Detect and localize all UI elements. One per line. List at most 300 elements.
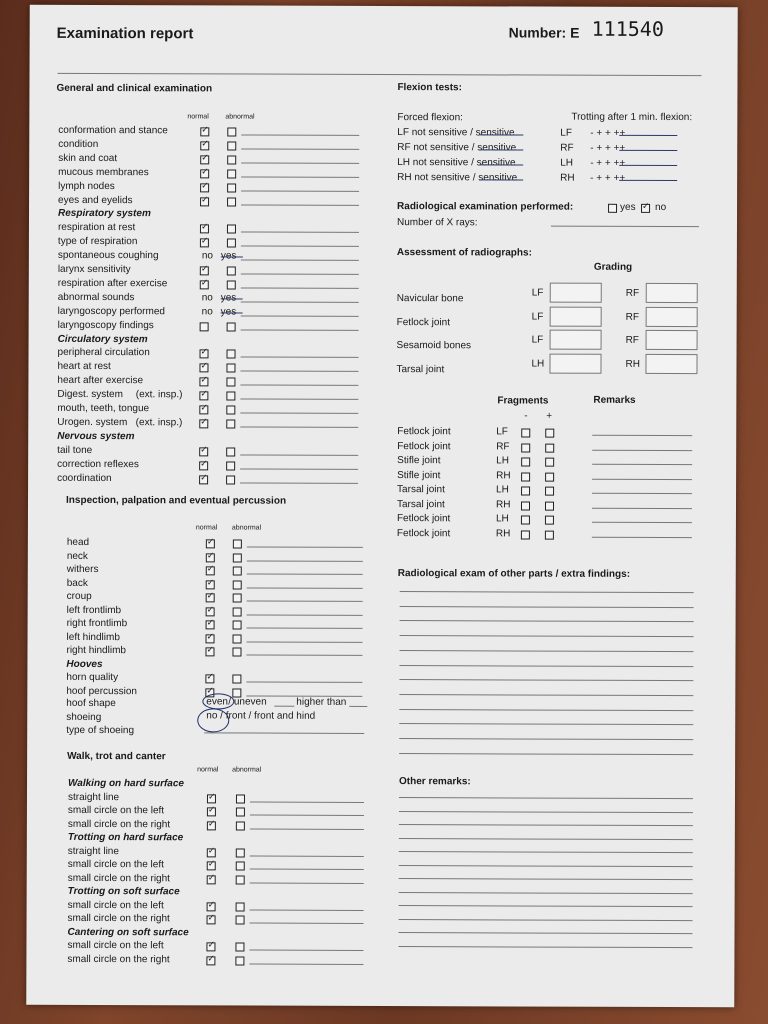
- abnormal-checkbox[interactable]: [236, 848, 245, 857]
- extra-findings-line: [400, 591, 694, 593]
- abnormal-checkbox[interactable]: [236, 807, 245, 816]
- flexion-row-text: RF not sensitive / sensitive: [397, 142, 517, 154]
- fragment-remarks-line: [592, 507, 692, 508]
- extra-findings-line: [400, 620, 694, 622]
- inspection-item-label: Hooves: [66, 658, 103, 670]
- normal-checkbox[interactable]: [206, 593, 215, 602]
- inspection-item-label: withers: [66, 563, 99, 576]
- abnormal-checkbox[interactable]: [236, 794, 245, 803]
- fragment-minus-checkbox[interactable]: [521, 443, 530, 452]
- normal-checkbox[interactable]: [199, 419, 208, 428]
- other-remarks-line: [399, 892, 693, 894]
- inspection-item-label: neck: [66, 550, 88, 562]
- walk-item-label: small circle on the right: [67, 912, 170, 925]
- abnormal-checkbox[interactable]: [233, 553, 242, 562]
- abnormal-checkbox[interactable]: [232, 647, 241, 656]
- flexion-scale: - + + ++: [590, 172, 626, 184]
- item-answer-line: [241, 176, 359, 177]
- inspection-item-label: horn quality: [66, 671, 119, 684]
- normal-checkbox[interactable]: [207, 794, 216, 803]
- normal-checkbox[interactable]: [199, 391, 208, 400]
- inspection-item-label: right frontlimb: [66, 617, 128, 630]
- general-item-label: larynx sensitivity: [57, 263, 131, 276]
- item-answer-line: [247, 587, 363, 588]
- normal-checkbox[interactable]: [200, 155, 209, 164]
- walk-item-label: Trotting on hard surface: [67, 831, 184, 844]
- normal-checkbox[interactable]: [200, 127, 209, 136]
- abnormal-checkbox[interactable]: [236, 915, 245, 924]
- fragment-joint-label: Fetlock joint: [397, 426, 451, 438]
- fragment-leg-label: RH: [495, 498, 511, 510]
- abnormal-checkbox[interactable]: [233, 580, 242, 589]
- item-answer-line: [250, 869, 364, 870]
- abnormal-checkbox[interactable]: [233, 607, 242, 616]
- report-number-value: 111540: [591, 16, 664, 41]
- item-answer-line: [240, 371, 358, 372]
- fragment-remarks-line: [592, 493, 692, 494]
- item-answer-line: [250, 882, 364, 883]
- item-answer-line: [240, 468, 358, 469]
- abnormal-checkbox[interactable]: [226, 392, 235, 401]
- general-item-label: skin and coat: [58, 152, 118, 164]
- fragment-remarks-line: [592, 449, 692, 450]
- flexion-scale: - + + ++: [590, 127, 626, 139]
- general-item-label: tail tone: [57, 444, 93, 456]
- fragments-minus-label: -: [524, 410, 528, 422]
- normal-checkbox[interactable]: [207, 875, 216, 884]
- examination-report-sheet: [26, 5, 737, 1007]
- inspection-item-label: right hindlimb: [66, 644, 126, 657]
- general-heading: General and clinical examination: [56, 82, 213, 95]
- flexion-result-stroke: [619, 180, 677, 181]
- general-item-label: laryngoscopy findings: [57, 319, 154, 331]
- grading-left-leg-label: LF: [531, 311, 544, 323]
- walk-item-label: small circle on the right: [67, 872, 170, 884]
- normal-checkbox[interactable]: [200, 141, 209, 150]
- normal-checkbox[interactable]: [200, 322, 209, 331]
- abnormal-checkbox[interactable]: [235, 942, 244, 951]
- fragment-plus-checkbox[interactable]: [545, 487, 554, 496]
- other-remarks-line: [399, 811, 693, 813]
- fragment-leg-label: RH: [495, 527, 511, 539]
- item-answer-line: [247, 628, 363, 629]
- inspection-item-label: hoof percussion: [66, 685, 137, 697]
- walk-item-label: straight line: [67, 845, 119, 857]
- pen-circle-even: [202, 693, 234, 709]
- fragment-leg-label: RH: [496, 469, 511, 481]
- flexion-leg-label: LF: [560, 127, 572, 139]
- fragment-minus-checkbox[interactable]: [521, 428, 530, 437]
- shoeing-label: shoeing: [66, 711, 102, 724]
- fragment-plus-checkbox[interactable]: [545, 530, 554, 539]
- item-answer-line: [247, 574, 363, 575]
- extra-findings-line: [400, 606, 694, 608]
- normal-checkbox[interactable]: [205, 674, 214, 683]
- normal-checkbox[interactable]: [200, 183, 209, 192]
- fragment-remarks-line: [592, 464, 692, 465]
- type-of-shoeing-label: type of shoeing: [66, 724, 135, 737]
- abnormal-checkbox[interactable]: [236, 902, 245, 911]
- extra-findings-line: [399, 679, 693, 681]
- abnormal-checkbox[interactable]: [233, 539, 242, 548]
- normal-checkbox[interactable]: [207, 848, 216, 857]
- extra-findings-line: [399, 753, 693, 755]
- grading-right-box[interactable]: [646, 283, 698, 303]
- abnormal-checkbox[interactable]: [226, 378, 235, 387]
- item-answer-line: [247, 560, 363, 561]
- normal-checkbox[interactable]: [199, 378, 208, 387]
- normal-checkbox[interactable]: [200, 239, 209, 248]
- general-item-label: eyes and eyelids: [58, 194, 133, 206]
- walk-heading: Walk, trot and canter: [67, 750, 166, 763]
- extra-findings-line: [399, 709, 693, 711]
- fragment-leg-label: LH: [496, 484, 509, 496]
- fragments-heading: Fragments: [497, 395, 549, 407]
- fragment-leg-label: LF: [496, 426, 508, 438]
- normal-checkbox[interactable]: [206, 607, 215, 616]
- normal-checkbox[interactable]: [199, 405, 208, 414]
- flexion-result-stroke: [619, 135, 677, 136]
- fragment-plus-checkbox[interactable]: [545, 516, 554, 525]
- general-item-label: abnormal sounds: [57, 291, 135, 303]
- extra-findings-line: [399, 665, 693, 667]
- hoof-uneven-option: / uneven: [228, 696, 267, 708]
- yes-option: yes: [220, 250, 237, 262]
- fragment-leg-label: LH: [495, 513, 509, 525]
- abnormal-checkbox[interactable]: [233, 634, 242, 643]
- fragment-plus-checkbox[interactable]: [545, 429, 554, 438]
- general-item-label: respiration after exercise: [57, 277, 168, 290]
- item-answer-line: [241, 204, 359, 205]
- hoof-blank-line: [274, 706, 294, 707]
- item-answer-line: [240, 454, 358, 455]
- grading-left-leg-label: LF: [531, 287, 544, 299]
- general-item-label: coordination: [57, 472, 112, 484]
- walk-item-label: small circle on the right: [67, 818, 171, 830]
- strike-yes: [221, 257, 243, 258]
- normal-checkbox[interactable]: [207, 807, 216, 816]
- item-answer-line: [249, 950, 363, 951]
- item-answer-line: [241, 260, 359, 261]
- general-item-label: Urogen. system: [57, 416, 128, 429]
- fragment-remarks-line: [592, 522, 692, 523]
- abnormal-checkbox[interactable]: [227, 127, 236, 136]
- flexion-row-text: LF not sensitive / sensitive: [397, 127, 515, 139]
- col-abnormal-label: abnormal: [231, 524, 262, 532]
- item-answer-line: [240, 399, 358, 400]
- fragment-joint-label: Stifle joint: [397, 455, 441, 467]
- normal-checkbox[interactable]: [207, 902, 216, 911]
- normal-checkbox[interactable]: [206, 620, 215, 629]
- abnormal-checkbox[interactable]: [227, 155, 236, 164]
- no-option: no: [201, 250, 214, 262]
- general-item-label: condition: [58, 138, 99, 150]
- item-answer-line: [250, 923, 364, 924]
- radiological-no-label: no: [655, 201, 667, 213]
- fragment-minus-checkbox[interactable]: [521, 472, 530, 481]
- abnormal-checkbox[interactable]: [227, 280, 236, 289]
- fragment-plus-checkbox[interactable]: [545, 458, 554, 467]
- item-answer-line: [241, 162, 359, 163]
- normal-checkbox[interactable]: [207, 915, 216, 924]
- abnormal-checkbox[interactable]: [227, 183, 236, 192]
- abnormal-checkbox[interactable]: [235, 956, 244, 965]
- strike-yes: [221, 312, 243, 313]
- abnormal-checkbox[interactable]: [227, 225, 236, 234]
- fragment-minus-checkbox[interactable]: [521, 501, 530, 510]
- item-answer-line: [241, 357, 359, 358]
- fragment-joint-label: Fetlock joint: [396, 513, 451, 525]
- fragment-plus-checkbox[interactable]: [545, 472, 554, 481]
- abnormal-checkbox[interactable]: [227, 239, 236, 248]
- abnormal-checkbox[interactable]: [233, 593, 242, 602]
- fragment-joint-label: Tarsal joint: [397, 484, 445, 496]
- fragment-plus-checkbox[interactable]: [545, 443, 554, 452]
- flexion-row-text: RH not sensitive / sensitive: [397, 172, 518, 184]
- normal-checkbox[interactable]: [200, 266, 209, 275]
- other-remarks-line: [399, 865, 693, 867]
- other-parts-heading: Radiological exam of other parts / extra findings:: [397, 568, 631, 580]
- item-answer-line: [241, 190, 359, 191]
- normal-checkbox[interactable]: [205, 647, 214, 656]
- number-of-xrays-label: Number of X rays:: [396, 217, 478, 229]
- other-remarks-line: [399, 919, 693, 921]
- item-answer-line: [240, 385, 358, 386]
- walk-item-label: straight line: [67, 791, 120, 803]
- abnormal-checkbox[interactable]: [227, 322, 236, 331]
- grading-label: Grading: [593, 261, 633, 273]
- fragment-remarks-line: [592, 435, 692, 436]
- grading-right-box[interactable]: [645, 354, 697, 374]
- other-remarks-line: [399, 878, 693, 880]
- item-answer-line: [250, 909, 364, 910]
- shoeing-options: no / front / front and hind: [206, 710, 316, 722]
- grading-right-leg-label: RF: [625, 334, 639, 346]
- general-item-label: Respiratory system: [57, 208, 151, 220]
- abnormal-checkbox[interactable]: [236, 861, 245, 870]
- col-normal-label: normal: [187, 113, 209, 121]
- flexion-heading: Flexion tests:: [397, 82, 462, 94]
- col-abnormal-label: abnormal: [225, 113, 255, 121]
- abnormal-checkbox[interactable]: [227, 169, 236, 178]
- general-item-label: mouth, teeth, tongue: [57, 402, 150, 415]
- strike-sensitive: [479, 164, 523, 165]
- inspection-item-label: back: [66, 577, 88, 589]
- item-answer-line: [247, 614, 363, 615]
- abnormal-checkbox[interactable]: [233, 620, 242, 629]
- grading-left-box[interactable]: [550, 283, 602, 303]
- abnormal-checkbox[interactable]: [226, 419, 235, 428]
- normal-checkbox[interactable]: [199, 364, 208, 373]
- general-item-label: heart after exercise: [57, 375, 144, 387]
- other-remarks-line: [399, 851, 693, 853]
- abnormal-checkbox[interactable]: [226, 364, 235, 373]
- item-answer-line: [241, 329, 359, 330]
- general-item-label: type of respiration: [57, 236, 138, 248]
- item-answer-line: [250, 855, 364, 856]
- type-of-shoeing-line: [204, 732, 364, 734]
- grading-left-box[interactable]: [550, 330, 602, 350]
- strike-yes: [221, 298, 243, 299]
- extra-findings-line: [400, 635, 694, 637]
- grading-right-leg-label: RF: [625, 311, 640, 323]
- no-option: no: [201, 306, 213, 318]
- general-item-label: mucous membranes: [58, 166, 149, 178]
- general-item-label: heart at rest: [57, 361, 111, 373]
- grading-left-box[interactable]: [549, 354, 601, 374]
- radiological-yes-label: yes: [620, 201, 636, 213]
- col-normal-label: normal: [197, 766, 219, 774]
- inspection-item-label: left hindlimb: [66, 631, 120, 643]
- item-answer-line: [247, 641, 363, 642]
- normal-checkbox[interactable]: [200, 280, 209, 289]
- grading-right-leg-label: RH: [625, 358, 640, 370]
- item-answer-line: [241, 287, 359, 288]
- normal-checkbox[interactable]: [200, 197, 209, 206]
- abnormal-checkbox[interactable]: [227, 350, 236, 359]
- fragment-remarks-line: [592, 536, 692, 537]
- item-answer-line: [240, 482, 358, 483]
- grading-left-leg-label: LH: [531, 358, 545, 370]
- grading-right-box[interactable]: [646, 307, 698, 327]
- normal-checkbox[interactable]: [200, 350, 209, 359]
- walk-item-label: Cantering on soft surface: [67, 926, 189, 938]
- other-remarks-line: [398, 946, 692, 948]
- no-option: no: [201, 292, 213, 304]
- abnormal-checkbox[interactable]: [226, 447, 235, 456]
- strike-sensitive: [479, 134, 523, 135]
- normal-checkbox[interactable]: [206, 580, 215, 589]
- item-answer-line: [250, 815, 364, 816]
- item-answer-line: [241, 135, 359, 136]
- other-remarks-line: [399, 838, 693, 840]
- inspection-item-label: head: [66, 536, 90, 548]
- walk-item-label: Trotting on soft surface: [67, 885, 180, 898]
- number-of-xrays-line: [551, 226, 699, 228]
- flexion-leg-label: RF: [560, 142, 574, 154]
- normal-checkbox[interactable]: [199, 475, 208, 484]
- other-remarks-line: [399, 824, 693, 826]
- walk-item-label: Walking on hard surface: [68, 777, 185, 790]
- inspection-item-label: croup: [66, 590, 92, 602]
- item-answer-line: [241, 232, 359, 233]
- grading-left-leg-label: LF: [531, 334, 544, 346]
- abnormal-checkbox[interactable]: [236, 821, 245, 830]
- radiological-no-checkbox[interactable]: [641, 204, 650, 213]
- walk-item-label: small circle on the left: [67, 858, 164, 871]
- abnormal-checkbox[interactable]: [233, 566, 242, 575]
- fragment-joint-label: Tarsal joint: [396, 498, 445, 510]
- normal-checkbox[interactable]: [200, 169, 209, 178]
- normal-checkbox[interactable]: [207, 861, 216, 870]
- fragment-minus-checkbox[interactable]: [521, 486, 530, 495]
- normal-checkbox[interactable]: [206, 539, 215, 548]
- general-item-label: Nervous system: [57, 430, 135, 442]
- item-answer-line: [241, 148, 359, 149]
- abnormal-checkbox[interactable]: [236, 875, 245, 884]
- assessment-row-label: Sesamoid bones: [396, 340, 472, 352]
- abnormal-checkbox[interactable]: [227, 266, 236, 275]
- grading-left-box[interactable]: [550, 307, 602, 327]
- col-normal-label: normal: [195, 524, 218, 532]
- assessment-row-label: Tarsal joint: [396, 364, 445, 376]
- flexion-result-stroke: [619, 150, 677, 151]
- normal-checkbox[interactable]: [199, 461, 208, 470]
- hoof-even-option: even: [206, 696, 229, 708]
- fragment-minus-checkbox[interactable]: [521, 530, 530, 539]
- item-answer-line: [240, 426, 358, 427]
- item-answer-line: [241, 301, 359, 302]
- walk-item-label: small circle on the left: [67, 804, 165, 817]
- item-answer-line: [241, 315, 359, 316]
- walk-item-label: small circle on the left: [67, 939, 164, 952]
- item-answer-line: [249, 963, 363, 964]
- abnormal-checkbox[interactable]: [232, 674, 241, 683]
- other-remarks-line: [399, 905, 693, 907]
- fragment-leg-label: RF: [496, 440, 510, 452]
- grading-right-box[interactable]: [646, 330, 698, 350]
- extra-findings-line: [399, 723, 693, 725]
- radiological-yes-checkbox[interactable]: [608, 204, 617, 213]
- radiological-performed-label: Radiological examination performed:: [397, 201, 574, 213]
- assessment-row-label: Navicular bone: [396, 293, 464, 305]
- walk-item-label: small circle on the right: [67, 953, 170, 965]
- normal-checkbox[interactable]: [206, 553, 215, 562]
- normal-checkbox[interactable]: [200, 225, 209, 234]
- abnormal-checkbox[interactable]: [227, 197, 236, 206]
- fragment-minus-checkbox[interactable]: [521, 457, 530, 466]
- inspection-heading: Inspection, palpation and eventual percussion: [65, 494, 287, 507]
- extra-findings-line: [399, 738, 693, 740]
- flexion-row-text: LH not sensitive / sensitive: [397, 157, 516, 169]
- remarks-label: Remarks: [593, 394, 636, 406]
- fragment-minus-checkbox[interactable]: [521, 515, 530, 524]
- item-answer-line: [241, 246, 359, 247]
- normal-checkbox[interactable]: [199, 447, 208, 456]
- flexion-scale: - + + ++: [590, 157, 626, 169]
- flexion-leg-label: LH: [560, 157, 574, 169]
- abnormal-checkbox[interactable]: [226, 475, 235, 484]
- abnormal-checkbox[interactable]: [226, 405, 235, 414]
- normal-checkbox[interactable]: [206, 956, 215, 965]
- report-number-label: Number: E: [508, 24, 580, 41]
- strike-sensitive: [479, 179, 523, 180]
- grading-right-leg-label: RF: [625, 287, 640, 299]
- fragment-remarks-line: [592, 478, 692, 479]
- other-remarks-line: [399, 932, 693, 934]
- fragment-joint-label: Stifle joint: [397, 469, 441, 481]
- flexion-leg-label: RH: [560, 172, 575, 184]
- other-remarks-heading: Other remarks:: [399, 776, 471, 788]
- abnormal-checkbox[interactable]: [227, 141, 236, 150]
- walk-item-label: small circle on the left: [67, 899, 164, 911]
- fragment-joint-label: Fetlock joint: [397, 440, 451, 452]
- item-answer-line: [246, 655, 362, 656]
- assessment-row-label: Fetlock joint: [396, 317, 451, 329]
- normal-checkbox[interactable]: [207, 821, 216, 830]
- normal-checkbox[interactable]: [206, 566, 215, 575]
- general-item-label: spontaneous coughing: [57, 249, 159, 262]
- normal-checkbox[interactable]: [206, 942, 215, 951]
- abnormal-checkbox[interactable]: [226, 461, 235, 470]
- general-item-label: correction reflexes: [57, 458, 139, 470]
- fragment-plus-checkbox[interactable]: [545, 501, 554, 510]
- hoof-blank-line: [349, 706, 367, 707]
- normal-checkbox[interactable]: [206, 634, 215, 643]
- pen-circle-no: [197, 708, 229, 732]
- item-answer-line: [247, 601, 363, 602]
- item-answer-line: [250, 828, 364, 829]
